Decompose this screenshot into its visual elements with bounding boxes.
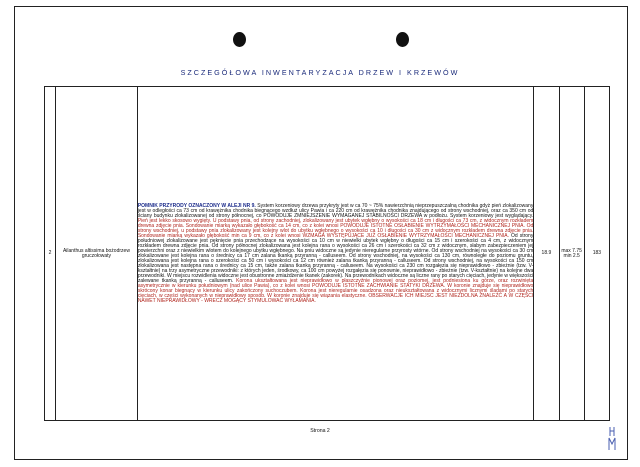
- desc-trunk: Pień jest lekko skosowo wygięty. U podstawy pnia, od strony zachodniej, zlokalizowany jest ubytek wgłębny o wysokości ca 18 cm i długości ca 73 cm, z widocznym rozkładem drewna zdjęcie pnia. Sondowanie miarką wykazało głębokość ca 14 cm, co z kolei wnosi POWODUJE ISTOTNE OSŁABIENIE WYTRZYMAŁOŚCI MECHANICZNEJ PNIA. Od strony wschodniej, u podstawy pnia zlokalizowany jest kolejny wlot do ubytku wgłębnego o wysokości ca 10 i długości ca 30 cm z widocznym rozkładem drewna zdjęcie pnia. Sondowanie miarką wykazało głębokość min ca 9 cm, co z kolei wnosi WZMAGA WYSTĘPUJĄCE JUŻ OSŁABIENIE WYTRZYMAŁOŚCI MECHANICZNEJ PNIA.: [137, 217, 534, 239]
- table-row: [45, 87, 610, 421]
- tree-value: 183: [584, 87, 609, 421]
- monument-heading: POMNIK PRZYRODY OZNACZONY W ALEJI NR 9.: [137, 202, 256, 209]
- punch-hole-right: [396, 32, 409, 47]
- tree-description: [137, 87, 534, 421]
- inventory-table: [44, 86, 610, 421]
- desc-crown: Korona ukształtowana jest nieprawidłowo w płaszczyźnie pionowej oraz poziomej, jest podniesiona ku górze, oraz rozwinięta asymetrycznie w kierunku południowym (nad ulice Pawia), co z kolei wnosi POWODUJE ISTOTNE ZACHWIANIE STATYKI DRZEWA. W koronie znajduje się nieprawidłowo skrócony konar biegnący w kierunku ulicy zakończony suchoczubem. Korona jest nieregularnie osadzona oraz nieukształtowana z widocznymi licznymi śladami po starych cięciach, w części wykonanych w nieprawidłowy sposób. W koronie znajduje się wiązania elastyczne. OBSERWACJE ICH MIEJSC JEST NIEZDOLNA ZNALEŹĆ A W CZĘŚCI NAWET NIEPRAWIDŁOWY - WRECZ MOGĄCY STYMULOWAĆ WYŁAMANIA.: [137, 277, 534, 304]
- handwritten-mark: [606, 424, 618, 452]
- tree-height: max 7.75 min 2.5: [559, 87, 584, 421]
- desc-root-system: System korzeniowy drzewa przykryty jest w ca 70 ~ 75% nawierzchnią nieprzepuszczalną chodnika gdyż pień zlokalizowany jest w odległości ca 73 cm od krawężnika chodnika biegnącego wzdłuż ulicy Pawia i ca 220 cm od krawężnika chodnika znajdującego od strony wschodniej, oraz ca 350 cm od ściany budynku zlokalizowanej od strony północnej, co POWODUJE ZMNIEJSZENIE WYMAGANEJ STABILNOŚCI DRZEWA w podłożu. System korzeniowy jest wyglądający.: [137, 202, 534, 219]
- page-footer: Strona 2: [310, 428, 330, 434]
- punch-hole-left: [233, 32, 246, 47]
- document-title: SZCZEGÓŁOWA INWENTARYZACJA DRZEW I KRZEWÓW: [180, 68, 460, 77]
- row-number: 2: [45, 87, 56, 421]
- trunk-girth: 18.9: [534, 87, 559, 421]
- desc-wounds: Od strony południowej zlokalizowane jest pęknięcie pnia przechodzące na wysokości ca 10 cm w niewielki ubytek wgłębny o długości ca 15 cm i szerokości ca 4 cm, z widocznym rozkładem drewna zdjęcie pnia. Od strony północnej zlokalizowana jest kolejna rana o wysokości ca 26 cm i szerokości ca 32 cm z widocznym, słabym zabezpieczeniem jej powierzchni oraz z niewielkim wlotem do kolejnego ubytku wgłębnego. Na pniu widoczne są jedynie nieregularne przyrosty wtórne. Od strony wschodniej na wysokości ca 30 cm zlokalizowane jest kolejna rana o średnicy ca 17 cm zalana tkanką przyranną - calluseem. Od strony wschodniej, na wysokości ca 130 cm, równoległe do poziomu gruntu, zlokalizowana jest kolejna rana o szerokości ca 50 cm i wysokości ca 12 cm również zalana tkanką przyranną - calluseem. Od strony wschodniej, na wysokości ca 150 cm zlokalizowana jest następna rana o średnicy ca 15 cm, także zalana tkanką przyranną - calluseem. Na wysokości ca 230 cm rozgałęzia się nieprawidłowo - zbieżnie (tzw. V-kształtnie) na trzy asymetryczne przewodniki: z których jeden, środkowy, ca 100 cm powyżej rozgałęzia się ponownie, nieprawidłowo - zbieżnie (tzw. V-kształtnie) na kolejne dwa przewodniki. W miejscu rozwidlenia widoczne jest obustronne zmiażdżenie tkanek (zakorek). Na przewodnikach widoczne są liczne rany po starych cięciach, jedynie w większości zalewane tkanką przyranną - calluseem.: [137, 232, 534, 284]
- species-name: Ailanthus altissima bożodrzew gruczołowaty: [56, 87, 138, 421]
